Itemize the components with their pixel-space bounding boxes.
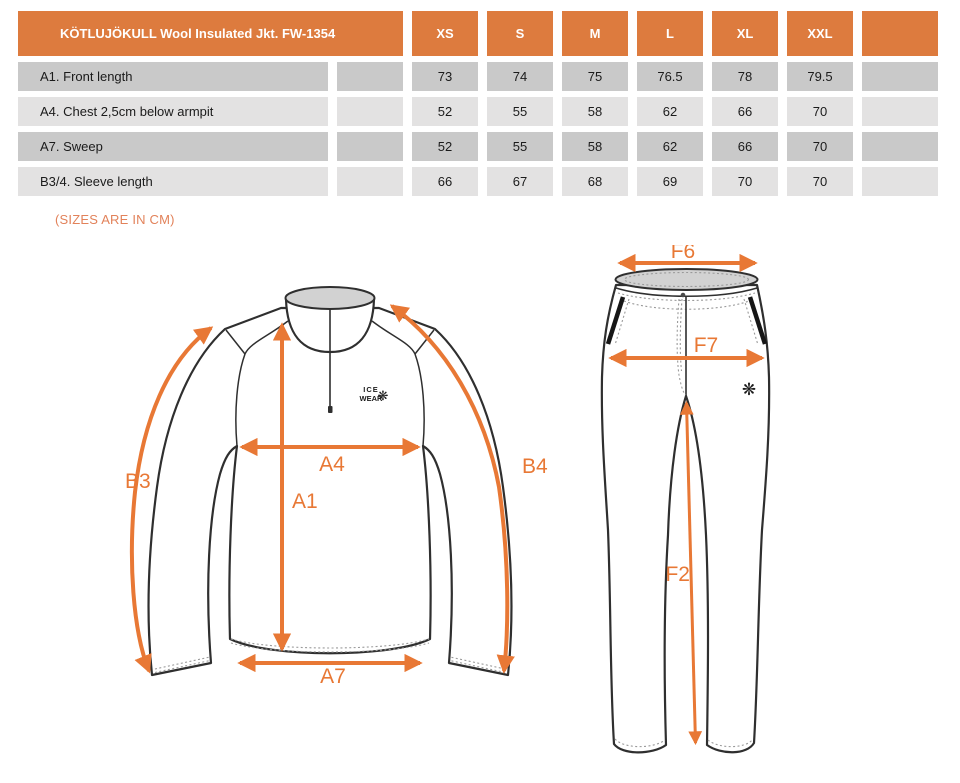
size-column-header-xl: XL [712,11,778,56]
size-value-cell: 70 [787,167,853,196]
size-value-cell: 62 [637,132,703,161]
size-value-cell: 73 [412,62,478,91]
size-value-cell: 74 [487,62,553,91]
a4-label: A4 [319,453,345,476]
icewear-logo-line1: ICE [363,385,379,394]
sizes-unit-note: (SIZES ARE IN CM) [55,212,175,227]
size-value-cell: 66 [712,132,778,161]
spacer-cell [862,167,938,196]
a1-label: A1 [292,490,318,513]
spacer-cell [337,62,403,91]
size-value-cell: 70 [787,97,853,126]
row-label: A4. Chest 2,5cm below armpit [18,97,328,126]
spacer-cell [862,132,938,161]
pants-waist-button [681,293,686,298]
pants-diagram [590,245,915,775]
size-value-cell: 66 [412,167,478,196]
spacer-cell [337,167,403,196]
row-label: A1. Front length [18,62,328,91]
size-value-cell: 76.5 [637,62,703,91]
size-value-cell: 75 [562,62,628,91]
jacket-zipper-pull [328,406,333,413]
size-value-cell: 52 [412,132,478,161]
size-value-cell: 62 [637,97,703,126]
size-value-cell: 55 [487,97,553,126]
b4-label: B4 [522,455,548,478]
row-label: A7. Sweep [18,132,328,161]
size-value-cell: 70 [787,132,853,161]
size-value-cell: 58 [562,132,628,161]
header-spacer-cell [862,11,938,56]
table-title: KÖTLUJÖKULL Wool Insulated Jkt. FW-1354 [18,11,403,56]
a7-label: A7 [320,665,346,688]
spacer-cell [337,132,403,161]
size-value-cell: 58 [562,97,628,126]
b3-label: B3 [125,470,151,493]
size-value-cell: 78 [712,62,778,91]
size-value-cell: 66 [712,97,778,126]
size-column-header-xs: XS [412,11,478,56]
size-value-cell: 69 [637,167,703,196]
size-value-cell: 68 [562,167,628,196]
size-column-header-xxl: XXL [787,11,853,56]
size-column-header-s: S [487,11,553,56]
spacer-cell [862,97,938,126]
jacket-collar-opening [286,287,375,309]
size-value-cell: 70 [712,167,778,196]
jacket-diagram [95,242,565,722]
size-table [18,11,938,196]
icewear-logo-line2: WEAR [359,394,383,403]
size-value-cell: 52 [412,97,478,126]
size-column-header-l: L [637,11,703,56]
spacer-cell [862,62,938,91]
spacer-cell [337,97,403,126]
size-column-header-m: M [562,11,628,56]
icewear-snowflake-icon: ❋ [377,389,389,404]
size-value-cell: 67 [487,167,553,196]
size-value-cell: 55 [487,132,553,161]
f6-label: F6 [670,245,696,263]
row-label: B3/4. Sleeve length [18,167,328,196]
pants-snowflake-icon: ❋ [741,380,757,400]
size-value-cell: 79.5 [787,62,853,91]
f2-label: F2 [665,563,690,586]
f7-label: F7 [693,334,719,357]
